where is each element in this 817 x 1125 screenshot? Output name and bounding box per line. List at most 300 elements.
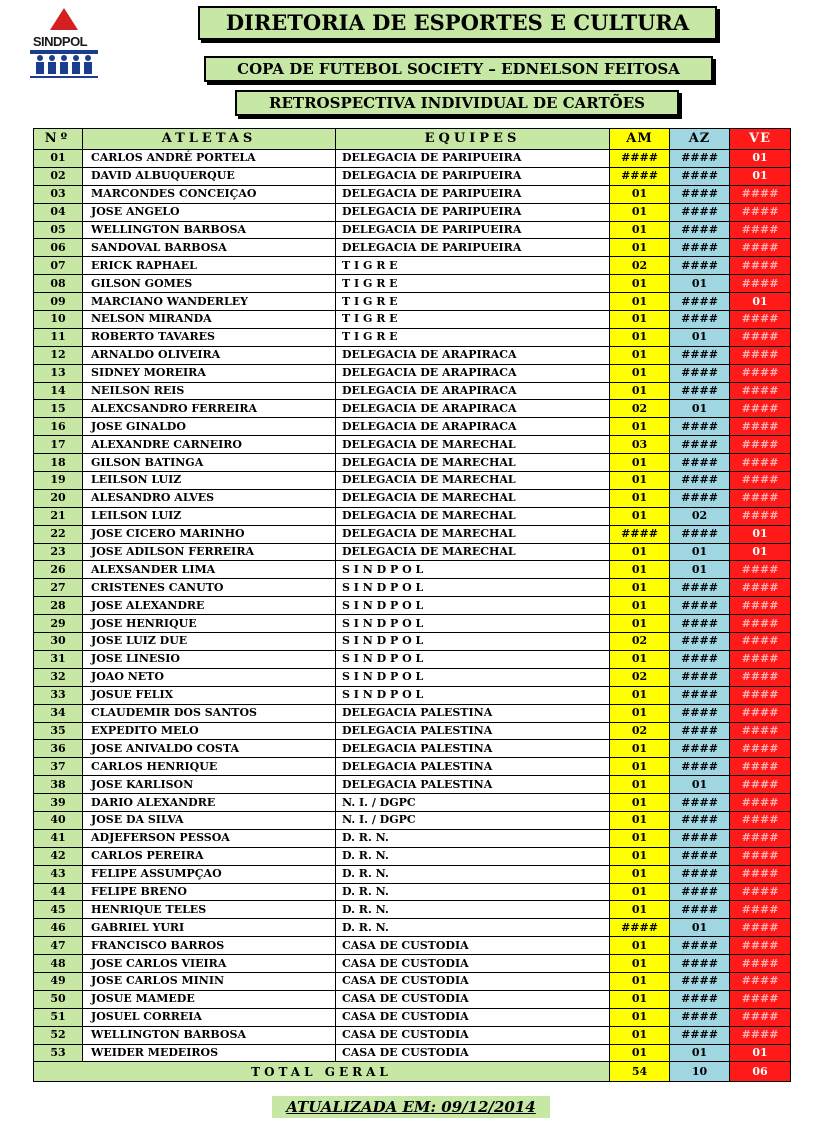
yellow-cards: 01 <box>610 883 670 901</box>
team-name: CASA DE CUSTODIA <box>336 1008 610 1026</box>
blue-cards: #### <box>670 346 730 364</box>
red-cards: #### <box>730 221 791 239</box>
yellow-cards: 01 <box>610 454 670 472</box>
table-row <box>34 1044 791 1062</box>
table-row <box>34 185 791 203</box>
blue-cards: #### <box>670 185 730 203</box>
row-number: 04 <box>34 203 83 221</box>
yellow-cards: 01 <box>610 507 670 525</box>
athlete-name: JOSE ALEXANDRE <box>83 597 336 615</box>
yellow-cards: 01 <box>610 829 670 847</box>
athlete-name: CARLOS PEREIRA <box>83 847 336 865</box>
blue-cards: #### <box>670 382 730 400</box>
red-cards: #### <box>730 847 791 865</box>
red-cards: #### <box>730 704 791 722</box>
red-cards: #### <box>730 436 791 454</box>
yellow-cards: 01 <box>610 1008 670 1026</box>
athlete-name: ERICK RAPHAEL <box>83 257 336 275</box>
team-name: DELEGACIA DE MARECHAL <box>336 489 610 507</box>
table-row <box>34 972 791 990</box>
total-row <box>34 1062 791 1082</box>
yellow-cards: 01 <box>610 239 670 257</box>
row-number: 39 <box>34 794 83 812</box>
athlete-name: JOSE GINALDO <box>83 418 336 436</box>
athlete-name: JOSE KARLISON <box>83 776 336 794</box>
col-header-athletes: ATLETAS <box>83 129 336 150</box>
yellow-cards: 01 <box>610 579 670 597</box>
row-number: 29 <box>34 615 83 633</box>
row-number: 46 <box>34 919 83 937</box>
team-name: S I N D P O L <box>336 597 610 615</box>
athlete-name: FELIPE BRENO <box>83 883 336 901</box>
blue-cards: #### <box>670 668 730 686</box>
athlete-name: NELSON MIRANDA <box>83 311 336 329</box>
row-number: 09 <box>34 293 83 311</box>
blue-cards: #### <box>670 525 730 543</box>
athlete-name: FELIPE ASSUMPÇAO <box>83 865 336 883</box>
red-cards: #### <box>730 489 791 507</box>
yellow-cards: 01 <box>610 740 670 758</box>
team-name: DELEGACIA DE PARIPUEIRA <box>336 203 610 221</box>
blue-cards: 01 <box>670 543 730 561</box>
team-name: S I N D P O L <box>336 615 610 633</box>
red-cards: #### <box>730 346 791 364</box>
red-cards: #### <box>730 776 791 794</box>
table-row <box>34 740 791 758</box>
blue-cards: #### <box>670 221 730 239</box>
red-cards: #### <box>730 865 791 883</box>
team-name: S I N D P O L <box>336 561 610 579</box>
red-cards: #### <box>730 794 791 812</box>
row-number: 37 <box>34 758 83 776</box>
blue-cards: #### <box>670 1026 730 1044</box>
col-header-num: Nº <box>34 129 83 150</box>
red-cards: #### <box>730 990 791 1008</box>
blue-cards: #### <box>670 758 730 776</box>
team-name: DELEGACIA DE MARECHAL <box>336 543 610 561</box>
red-cards: #### <box>730 937 791 955</box>
athlete-name: GILSON GOMES <box>83 275 336 293</box>
athlete-name: WELLINGTON BARBOSA <box>83 1026 336 1044</box>
yellow-cards: 01 <box>610 561 670 579</box>
team-name: DELEGACIA DE PARIPUEIRA <box>336 167 610 185</box>
yellow-cards: 01 <box>610 364 670 382</box>
table-row <box>34 1026 791 1044</box>
red-cards: #### <box>730 561 791 579</box>
athlete-name: JOSE LINESIO <box>83 650 336 668</box>
table-row <box>34 1008 791 1026</box>
athlete-name: JOSE LUIZ DUE <box>83 633 336 651</box>
athlete-name: ALEXCSANDRO FERREIRA <box>83 400 336 418</box>
row-number: 28 <box>34 597 83 615</box>
table-row <box>34 311 791 329</box>
col-header-am: AM <box>610 129 670 150</box>
total-az: 10 <box>670 1062 730 1082</box>
blue-cards: 01 <box>670 776 730 794</box>
col-header-teams: EQUIPES <box>336 129 610 150</box>
blue-cards: #### <box>670 704 730 722</box>
red-cards: #### <box>730 257 791 275</box>
blue-cards: #### <box>670 489 730 507</box>
yellow-cards: 01 <box>610 1026 670 1044</box>
team-name: CASA DE CUSTODIA <box>336 990 610 1008</box>
table-row <box>34 990 791 1008</box>
row-number: 02 <box>34 167 83 185</box>
team-name: N. I. / DGPC <box>336 794 610 812</box>
yellow-cards: 01 <box>610 776 670 794</box>
blue-cards: #### <box>670 436 730 454</box>
table-row <box>34 489 791 507</box>
row-number: 49 <box>34 972 83 990</box>
red-cards: #### <box>730 1008 791 1026</box>
team-name: D. R. N. <box>336 919 610 937</box>
red-cards: #### <box>730 811 791 829</box>
yellow-cards: 01 <box>610 865 670 883</box>
blue-cards: #### <box>670 990 730 1008</box>
team-name: T I G R E <box>336 275 610 293</box>
row-number: 19 <box>34 472 83 490</box>
red-cards: #### <box>730 686 791 704</box>
athlete-name: JOSE CARLOS MININ <box>83 972 336 990</box>
row-number: 40 <box>34 811 83 829</box>
athlete-name: JOSUE FELIX <box>83 686 336 704</box>
athlete-name: LEILSON LUIZ <box>83 507 336 525</box>
red-cards: #### <box>730 1026 791 1044</box>
team-name: T I G R E <box>336 328 610 346</box>
blue-cards: #### <box>670 257 730 275</box>
row-number: 14 <box>34 382 83 400</box>
athlete-name: ARNALDO OLIVEIRA <box>83 346 336 364</box>
row-number: 32 <box>34 668 83 686</box>
athlete-name: CARLOS HENRIQUE <box>83 758 336 776</box>
row-number: 23 <box>34 543 83 561</box>
row-number: 17 <box>34 436 83 454</box>
row-number: 31 <box>34 650 83 668</box>
yellow-cards: 01 <box>610 543 670 561</box>
yellow-cards: 02 <box>610 668 670 686</box>
row-number: 10 <box>34 311 83 329</box>
row-number: 12 <box>34 346 83 364</box>
blue-cards: #### <box>670 454 730 472</box>
team-name: T I G R E <box>336 257 610 275</box>
red-cards: #### <box>730 418 791 436</box>
yellow-cards: 01 <box>610 346 670 364</box>
athlete-name: ROBERTO TAVARES <box>83 328 336 346</box>
team-name: DELEGACIA PALESTINA <box>336 704 610 722</box>
red-cards: 01 <box>730 1044 791 1062</box>
team-name: DELEGACIA DE MARECHAL <box>336 454 610 472</box>
row-number: 26 <box>34 561 83 579</box>
table-row <box>34 579 791 597</box>
row-number: 18 <box>34 454 83 472</box>
athlete-name: ALEXSANDER LIMA <box>83 561 336 579</box>
table-row <box>34 382 791 400</box>
yellow-cards: 01 <box>610 794 670 812</box>
row-number: 08 <box>34 275 83 293</box>
table-row <box>34 275 791 293</box>
yellow-cards: #### <box>610 150 670 168</box>
table-row <box>34 507 791 525</box>
team-name: S I N D P O L <box>336 579 610 597</box>
team-name: S I N D P O L <box>336 633 610 651</box>
table-row <box>34 257 791 275</box>
red-cards: #### <box>730 722 791 740</box>
yellow-cards: 01 <box>610 275 670 293</box>
blue-cards: #### <box>670 597 730 615</box>
table-row <box>34 758 791 776</box>
yellow-cards: 01 <box>610 185 670 203</box>
row-number: 51 <box>34 1008 83 1026</box>
athlete-name: NEILSON REIS <box>83 382 336 400</box>
team-name: T I G R E <box>336 311 610 329</box>
row-number: 36 <box>34 740 83 758</box>
team-name: CASA DE CUSTODIA <box>336 1026 610 1044</box>
table-row <box>34 346 791 364</box>
row-number: 06 <box>34 239 83 257</box>
row-number: 20 <box>34 489 83 507</box>
table-row <box>34 436 791 454</box>
team-name: DELEGACIA DE ARAPIRACA <box>336 400 610 418</box>
blue-cards: #### <box>670 364 730 382</box>
blue-cards: #### <box>670 472 730 490</box>
yellow-cards: 01 <box>610 418 670 436</box>
table-row <box>34 955 791 973</box>
row-number: 50 <box>34 990 83 1008</box>
athlete-name: CRISTENES CANUTO <box>83 579 336 597</box>
red-cards: #### <box>730 740 791 758</box>
yellow-cards: 01 <box>610 758 670 776</box>
blue-cards: #### <box>670 883 730 901</box>
blue-cards: 01 <box>670 561 730 579</box>
table-row <box>34 829 791 847</box>
table-row <box>34 811 791 829</box>
blue-cards: #### <box>670 418 730 436</box>
athlete-name: EXPEDITO MELO <box>83 722 336 740</box>
blue-cards: 02 <box>670 507 730 525</box>
table-row <box>34 418 791 436</box>
team-name: CASA DE CUSTODIA <box>336 972 610 990</box>
team-name: DELEGACIA DE MARECHAL <box>336 436 610 454</box>
red-cards: #### <box>730 203 791 221</box>
blue-cards: #### <box>670 650 730 668</box>
team-name: DELEGACIA PALESTINA <box>336 722 610 740</box>
athlete-name: WELLINGTON BARBOSA <box>83 221 336 239</box>
row-number: 22 <box>34 525 83 543</box>
team-name: DELEGACIA DE ARAPIRACA <box>336 364 610 382</box>
blue-cards: #### <box>670 937 730 955</box>
athlete-name: JOSE HENRIQUE <box>83 615 336 633</box>
table-body <box>34 150 791 1062</box>
red-cards: 01 <box>730 150 791 168</box>
row-number: 38 <box>34 776 83 794</box>
table-row <box>34 561 791 579</box>
yellow-cards: 02 <box>610 257 670 275</box>
athlete-name: GABRIEL YURI <box>83 919 336 937</box>
yellow-cards: #### <box>610 919 670 937</box>
row-number: 48 <box>34 955 83 973</box>
page-subtitle: COPA DE FUTEBOL SOCIETY – EDNELSON FEITOSA <box>204 56 713 82</box>
red-cards: #### <box>730 829 791 847</box>
blue-cards: #### <box>670 740 730 758</box>
total-label: TOTAL GERAL <box>34 1062 610 1082</box>
athlete-name: DAVID ALBUQUERQUE <box>83 167 336 185</box>
table-row <box>34 650 791 668</box>
blue-cards: #### <box>670 722 730 740</box>
table-header-row <box>34 129 791 150</box>
row-number: 42 <box>34 847 83 865</box>
yellow-cards: 01 <box>610 293 670 311</box>
team-name: DELEGACIA DE PARIPUEIRA <box>336 239 610 257</box>
athlete-name: JOSE CARLOS VIEIRA <box>83 955 336 973</box>
yellow-cards: #### <box>610 167 670 185</box>
team-name: D. R. N. <box>336 829 610 847</box>
yellow-cards: 02 <box>610 400 670 418</box>
athlete-name: CARLOS ANDRÉ PORTELA <box>83 150 336 168</box>
team-name: CASA DE CUSTODIA <box>336 955 610 973</box>
table-row <box>34 454 791 472</box>
table-row <box>34 704 791 722</box>
col-header-az: AZ <box>670 129 730 150</box>
athlete-name: JOSE ANIVALDO COSTA <box>83 740 336 758</box>
team-name: D. R. N. <box>336 883 610 901</box>
yellow-cards: 01 <box>610 972 670 990</box>
row-number: 45 <box>34 901 83 919</box>
blue-cards: #### <box>670 239 730 257</box>
team-name: CASA DE CUSTODIA <box>336 1044 610 1062</box>
athlete-name: ALEXANDRE CARNEIRO <box>83 436 336 454</box>
yellow-cards: 02 <box>610 722 670 740</box>
table-row <box>34 883 791 901</box>
table-row <box>34 847 791 865</box>
yellow-cards: 01 <box>610 811 670 829</box>
red-cards: #### <box>730 275 791 293</box>
red-cards: #### <box>730 382 791 400</box>
blue-cards: 01 <box>670 1044 730 1062</box>
table-row <box>34 221 791 239</box>
athlete-name: HENRIQUE TELES <box>83 901 336 919</box>
blue-cards: 01 <box>670 919 730 937</box>
athlete-name: FRANCISCO BARROS <box>83 937 336 955</box>
red-cards: #### <box>730 472 791 490</box>
red-cards: #### <box>730 185 791 203</box>
red-cards: #### <box>730 633 791 651</box>
table-row <box>34 525 791 543</box>
athlete-name: LEILSON LUIZ <box>83 472 336 490</box>
yellow-cards: #### <box>610 525 670 543</box>
red-cards: 01 <box>730 525 791 543</box>
page-title: DIRETORIA DE ESPORTES E CULTURA <box>198 6 717 40</box>
blue-cards: 01 <box>670 400 730 418</box>
yellow-cards: 01 <box>610 382 670 400</box>
team-name: DELEGACIA PALESTINA <box>336 776 610 794</box>
yellow-cards: 01 <box>610 615 670 633</box>
row-number: 53 <box>34 1044 83 1062</box>
row-number: 41 <box>34 829 83 847</box>
athlete-name: MARCIANO WANDERLEY <box>83 293 336 311</box>
yellow-cards: 01 <box>610 203 670 221</box>
table-row <box>34 865 791 883</box>
yellow-cards: 01 <box>610 990 670 1008</box>
blue-cards: #### <box>670 150 730 168</box>
updated-date: ATUALIZADA EM: 09/12/2014 <box>272 1096 550 1118</box>
team-name: D. R. N. <box>336 901 610 919</box>
row-number: 27 <box>34 579 83 597</box>
row-number: 16 <box>34 418 83 436</box>
red-cards: #### <box>730 364 791 382</box>
red-cards: #### <box>730 400 791 418</box>
team-name: DELEGACIA PALESTINA <box>336 740 610 758</box>
red-cards: #### <box>730 507 791 525</box>
yellow-cards: 01 <box>610 311 670 329</box>
blue-cards: #### <box>670 865 730 883</box>
yellow-cards: 01 <box>610 704 670 722</box>
blue-cards: #### <box>670 293 730 311</box>
team-name: DELEGACIA DE PARIPUEIRA <box>336 185 610 203</box>
blue-cards: #### <box>670 847 730 865</box>
yellow-cards: 01 <box>610 1044 670 1062</box>
red-cards: #### <box>730 650 791 668</box>
red-cards: #### <box>730 579 791 597</box>
row-number: 47 <box>34 937 83 955</box>
table-row <box>34 400 791 418</box>
row-number: 15 <box>34 400 83 418</box>
table-row <box>34 901 791 919</box>
row-number: 52 <box>34 1026 83 1044</box>
team-name: S I N D P O L <box>336 668 610 686</box>
athlete-name: CLAUDEMIR DOS SANTOS <box>83 704 336 722</box>
yellow-cards: 01 <box>610 937 670 955</box>
athlete-name: SIDNEY MOREIRA <box>83 364 336 382</box>
table-row <box>34 364 791 382</box>
row-number: 30 <box>34 633 83 651</box>
table-row <box>34 686 791 704</box>
yellow-cards: 02 <box>610 633 670 651</box>
row-number: 33 <box>34 686 83 704</box>
team-name: DELEGACIA DE MARECHAL <box>336 525 610 543</box>
athlete-name: JOSUEL CORREIA <box>83 1008 336 1026</box>
yellow-cards: 01 <box>610 901 670 919</box>
team-name: CASA DE CUSTODIA <box>336 937 610 955</box>
yellow-cards: 01 <box>610 955 670 973</box>
team-name: DELEGACIA DE MARECHAL <box>336 472 610 490</box>
athlete-name: JOSUE MAMEDE <box>83 990 336 1008</box>
team-name: T I G R E <box>336 293 610 311</box>
table-row <box>34 776 791 794</box>
athlete-name: JOAO NETO <box>83 668 336 686</box>
red-cards: #### <box>730 328 791 346</box>
yellow-cards: 01 <box>610 650 670 668</box>
row-number: 34 <box>34 704 83 722</box>
table-row <box>34 615 791 633</box>
blue-cards: #### <box>670 901 730 919</box>
red-cards: 01 <box>730 543 791 561</box>
row-number: 07 <box>34 257 83 275</box>
total-am: 54 <box>610 1062 670 1082</box>
team-name: DELEGACIA DE PARIPUEIRA <box>336 150 610 168</box>
table-row <box>34 722 791 740</box>
table-row <box>34 472 791 490</box>
blue-cards: 01 <box>670 275 730 293</box>
team-name: DELEGACIA PALESTINA <box>336 758 610 776</box>
section-title: RETROSPECTIVA INDIVIDUAL DE CARTÕES <box>235 90 679 116</box>
athlete-name: JOSE ANGELO <box>83 203 336 221</box>
row-number: 05 <box>34 221 83 239</box>
red-cards: 01 <box>730 167 791 185</box>
team-name: S I N D P O L <box>336 650 610 668</box>
row-number: 01 <box>34 150 83 168</box>
athlete-name: JOSE CICERO MARINHO <box>83 525 336 543</box>
team-name: DELEGACIA DE MARECHAL <box>336 507 610 525</box>
